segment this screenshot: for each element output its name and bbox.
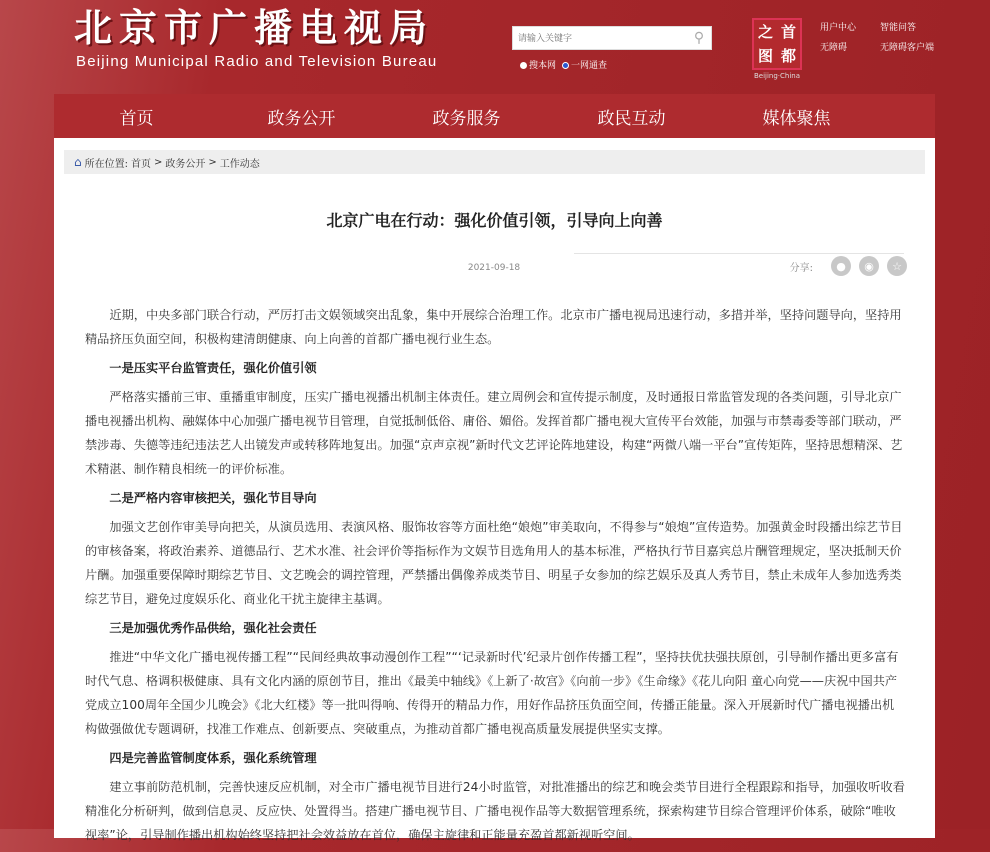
breadcrumb-label: 所在位置: — [84, 158, 128, 170]
breadcrumb-sep: > — [154, 156, 163, 168]
radio-dot — [520, 62, 527, 69]
capital-seal-logo[interactable] — [752, 18, 802, 70]
seal-char: 都 — [780, 46, 796, 65]
radio-site[interactable] — [520, 58, 556, 71]
paragraph: 近期，中央多部门联合行动，严厉打击文娱领域突出乱象，集中开展综合治理工作。北京市广播电视局迅速行动，多措并举，坚持问题导向，坚持用精品挤压负面空间，积极构建清朗健康、向上向善的首都广播电视行业生态。 — [85, 308, 902, 346]
search-scope — [520, 58, 607, 71]
favorite-star-icon[interactable]: ☆ — [887, 256, 907, 276]
logo-subtitle: Beijing Municipal Radio and Television Bureau — [76, 53, 438, 70]
content-area — [54, 138, 935, 842]
share-bar — [790, 256, 907, 276]
radio-site-label: 搜本网 — [529, 61, 557, 71]
nav-media[interactable]: 媒体聚焦 — [762, 108, 831, 129]
search-box — [512, 26, 712, 50]
radio-dot-selected — [562, 62, 569, 69]
breadcrumb-gov[interactable]: 政务公开 — [165, 158, 206, 170]
weibo-icon[interactable]: ◉ — [859, 256, 879, 276]
header-links — [820, 20, 960, 53]
paragraph: 推进“中华文化广播电视传播工程”“民间经典故事动漫创作工程”“‘记录新时代’纪录片创作传播工程”，坚持扶优扶强扶原创，引导制作播出更多富有时代气息、格调积极健康、具有文化内涵的原创节目，推出《最美中轴线》《上新了·故宫》《向前一步》《生命缘》《花儿向阳 童心向党——庆祝中国共产党成立100周年全国少儿晚会》《北大红楼》等一批叫得响、传得开的精品力作，用好作品挤压负面空间，传播正能量。深入开展新时代广播电视播出机构做强做优专题调研，找准工作难点、创新要点、突破重点，为推动首都广播电视高质量发展提供坚实支撑。 — [85, 650, 899, 736]
seal-char: 首 — [780, 22, 796, 41]
nav-gov-affairs[interactable]: 政务公开 — [267, 108, 336, 129]
logo-title: 北京市广播电视局 — [74, 6, 435, 50]
share-label: 分享: — [789, 262, 813, 274]
paragraph: 加强文艺创作审美导向把关，从演员选用、表演风格、服饰妆容等方面杜绝“娘炮”审美取向，不得参与“娘炮”宣传造势。加强黄金时段播出综艺节目的审核备案，将政治素养、道德品行、艺术水准、社会评价等指标作为文娱节目选角用人的基本标准，严格执行节目嘉宾总片酬管理规定，坚决抵制天价片酬。加强重要保障时期综艺节目、文艺晚会的调控管理，严禁播出偶像养成类节目、明星子女参加的综艺娱乐及真人秀节目，禁止未成年人参加选秀类综艺节目，避免过度娱乐化、商业化干扰主旋律主基调。 — [85, 520, 903, 606]
paragraph: 建立事前防范机制，完善快速反应机制，对全市广播电视节目进行24小时监管，对批准播出的综艺和晚会类节目进行全程跟踪和指导，加强收听收看精准化分析研判，做到信息灵、反应快、处置得当。搭建广播电视节目、广播电视作品等大数据管理系统，探索构建节目综合管理评价体系，破除“唯收视率”论，引导制作播出机构始终坚持把社会效益放在首位，确保主旋律和正能量充盈首都新视听空间。 — [85, 780, 905, 842]
divider — [574, 253, 904, 254]
link-accessibility-client[interactable]: 无障碍客户端 — [880, 43, 935, 53]
section-heading: 四是完善监管制度体系，强化系统管理 — [109, 751, 317, 765]
breadcrumb-sep: > — [208, 156, 217, 168]
home-icon: ⌂ — [74, 155, 82, 169]
article-title: 北京广电在行动：强化价值引领，引导向上向善 — [326, 211, 663, 230]
section-heading: 一是压实平台监管责任，强化价值引领 — [109, 361, 317, 375]
article-body — [85, 303, 905, 852]
article-date: 2021-09-18 — [467, 263, 521, 273]
breadcrumb-current[interactable]: 工作动态 — [219, 158, 260, 170]
section-heading: 三是加强优秀作品供给，强化社会责任 — [109, 621, 317, 635]
search-input[interactable] — [513, 33, 687, 43]
radio-all-label: 一网通查 — [571, 61, 608, 71]
link-user-center[interactable]: 用户中心 — [820, 23, 857, 33]
link-smart-qa[interactable]: 智能问答 — [880, 23, 917, 33]
seal-char: 图 — [757, 46, 773, 65]
link-accessibility[interactable]: 无障碍 — [820, 43, 848, 53]
radio-all[interactable] — [562, 58, 607, 71]
breadcrumb-home[interactable]: 首页 — [131, 158, 151, 170]
nav-home[interactable]: 首页 — [119, 108, 154, 129]
main-nav — [54, 94, 935, 138]
search-icon[interactable]: ⚲ — [693, 30, 705, 46]
paragraph: 严格落实播前三审、重播重审制度，压实广播电视播出机制主体责任。建立周例会和宣传提示制度，及时通报日常监管发现的各类问题，引导北京广播电视播出机构、融媒体中心加强广播电视节目管理，自觉抵制低俗、庸俗、媚俗。发挥首都广播电视大宣传平台效能，加强与市禁毒委等部门联动，严禁涉毒、失德等违纪违法艺人出镜发声或转移阵地复出。加强“京声京视”新时代文艺评论阵地建设，构建“两微八端一平台”宣传矩阵，坚持思想精深、艺术精湛、制作精良相统一的评价标准。 — [85, 390, 903, 476]
seal-char: 之 — [757, 22, 773, 41]
nav-interaction[interactable]: 政民互动 — [597, 108, 666, 129]
seal-subtitle: Beijing·China — [753, 72, 801, 80]
wechat-icon[interactable]: ● — [831, 256, 851, 276]
nav-gov-services[interactable]: 政务服务 — [432, 108, 501, 129]
section-heading: 二是严格内容审核把关，强化节目导向 — [109, 491, 317, 505]
breadcrumb — [64, 150, 925, 174]
